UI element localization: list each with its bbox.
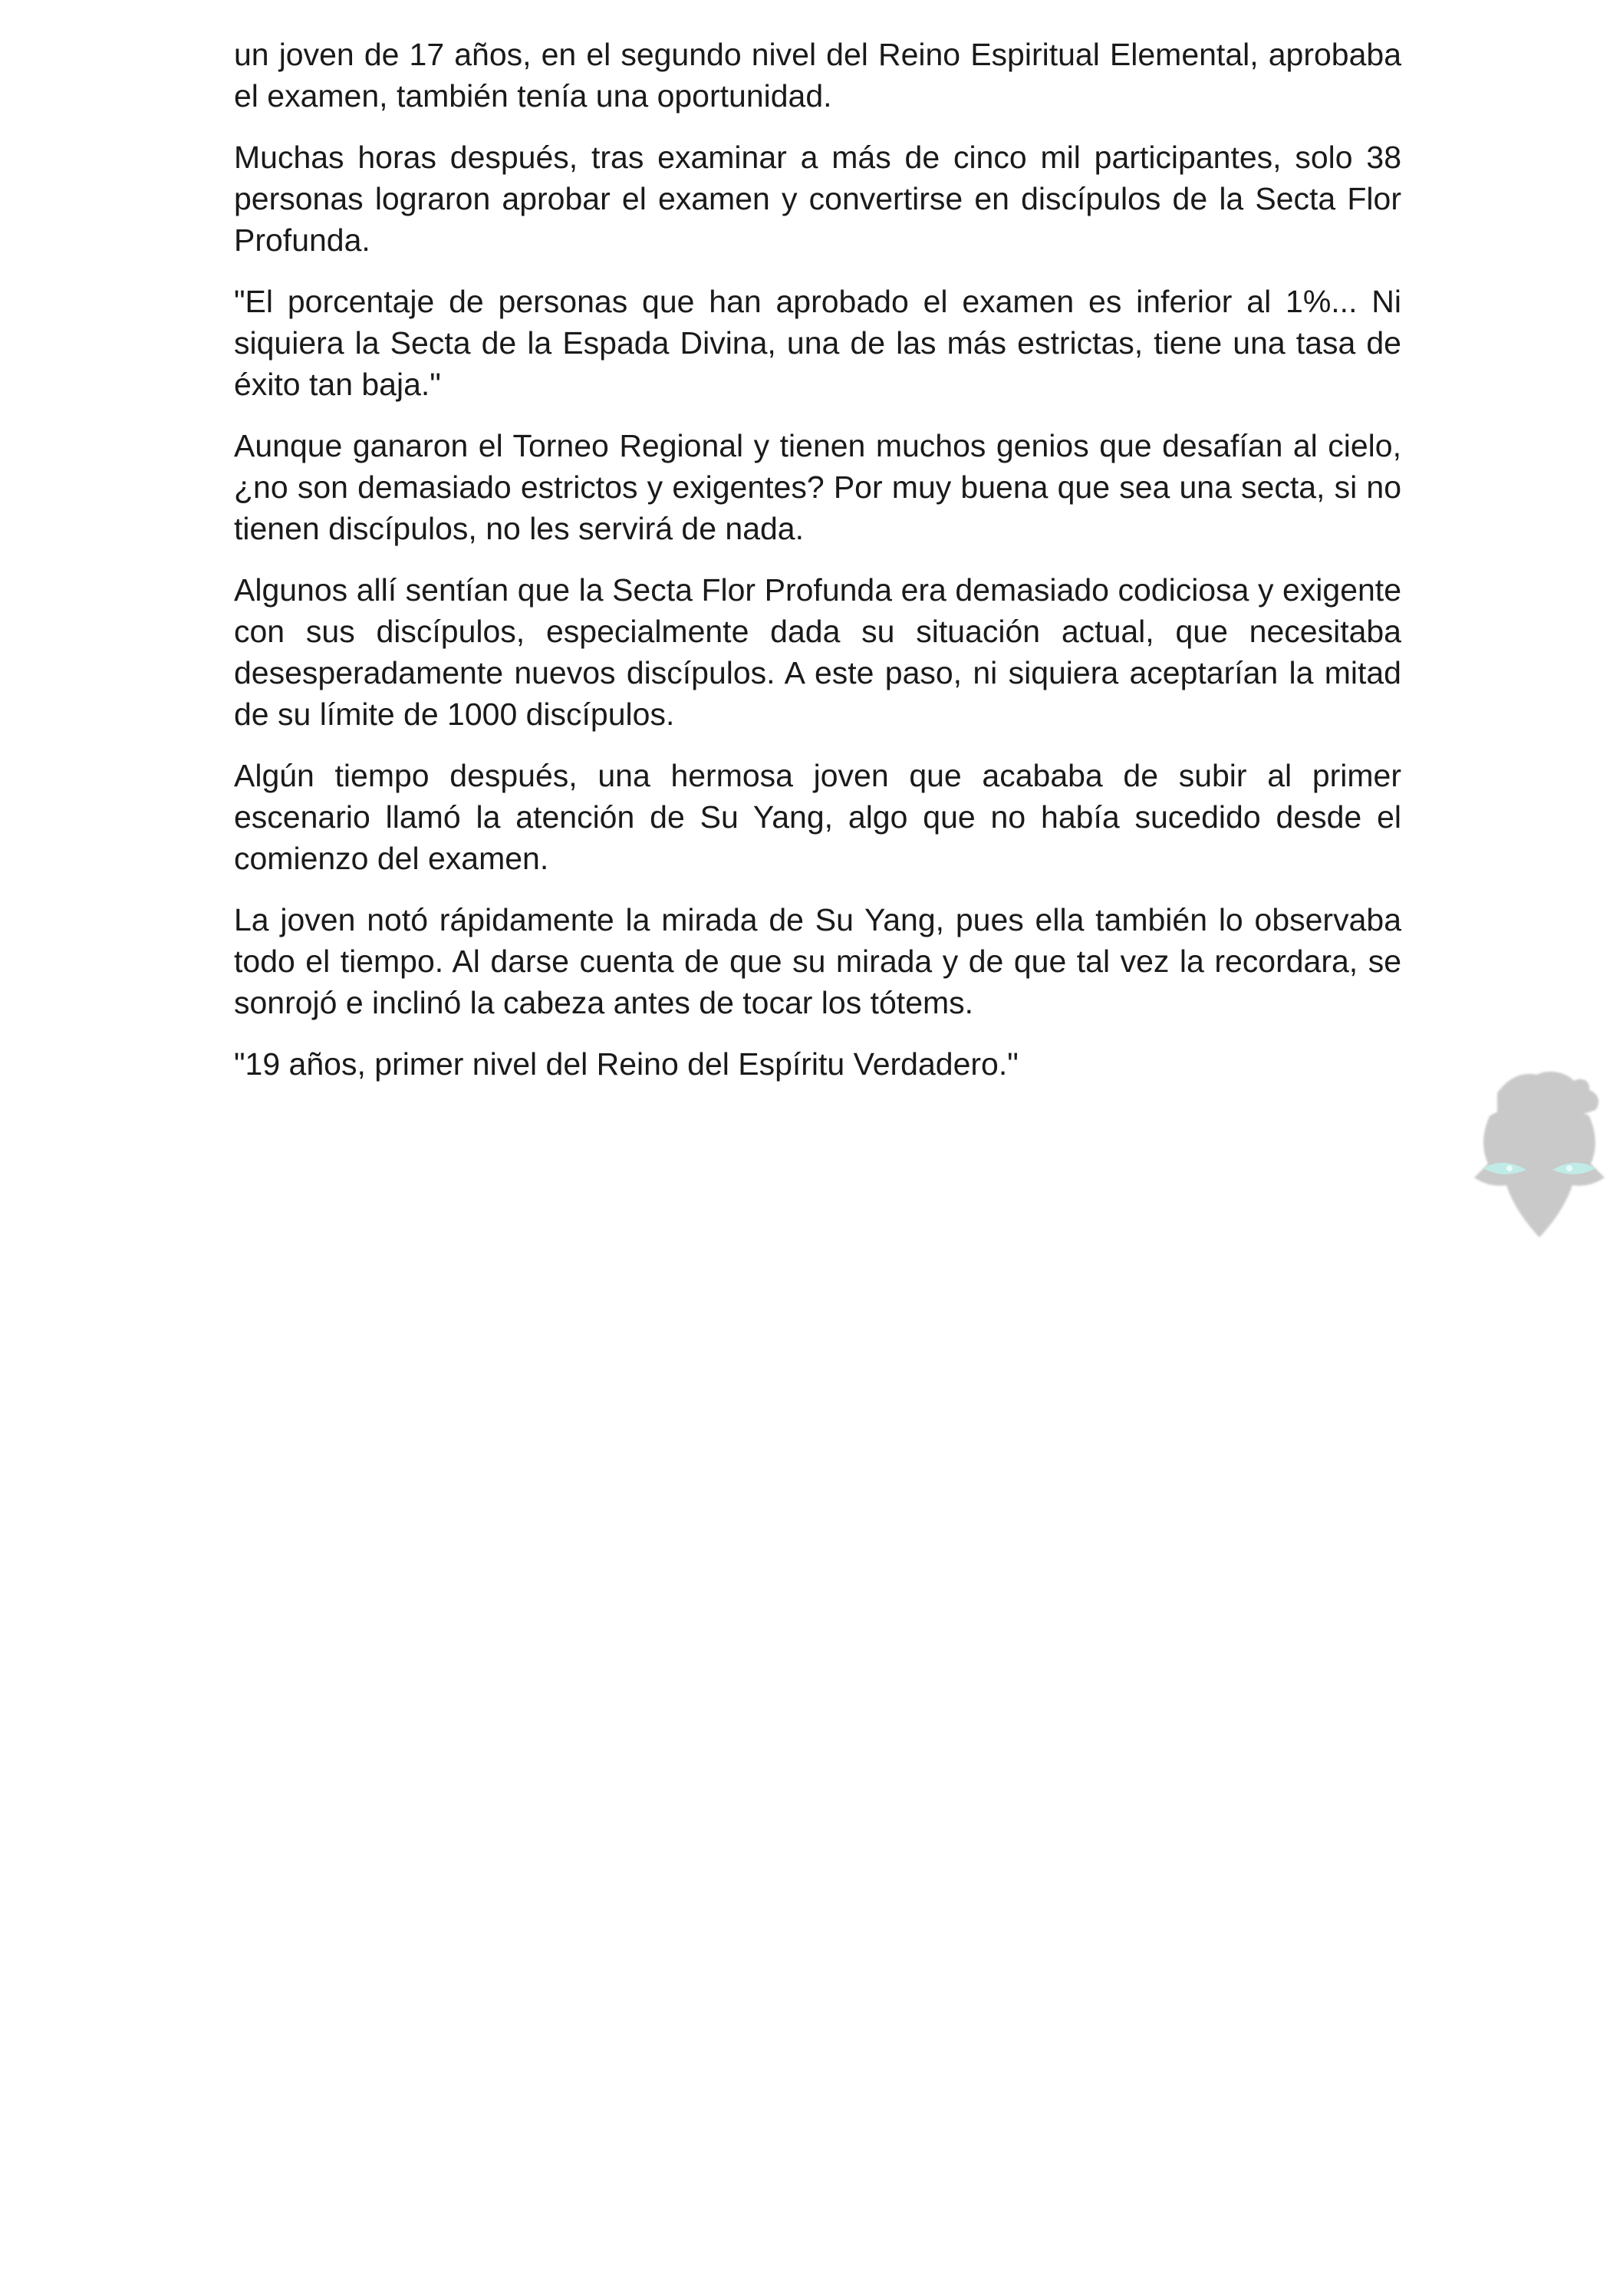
demon-head-logo-icon bbox=[1467, 1070, 1612, 1247]
paragraph: "El porcentaje de personas que han aprobado el examen es inferior al 1%... Ni siquiera la Secta de la Espada Divina, una de las más estrictas, tiene una tasa de éxito tan baja." bbox=[234, 284, 1401, 402]
paragraph: "19 años, primer nivel del Reino del Espíritu Verdadero." bbox=[234, 1046, 1019, 1082]
paragraph: un joven de 17 años, en el segundo nivel del Reino Espiritual Elemental, aprobaba el examen, también tenía una oportunidad. bbox=[234, 37, 1401, 114]
paragraph: Muchas horas después, tras examinar a más de cinco mil participantes, solo 38 personas lograron aprobar el examen y convertirse en discípulos de la Secta Flor Profunda. bbox=[234, 140, 1401, 258]
paragraph: La joven notó rápidamente la mirada de Su Yang, pues ella también lo observaba todo el tiempo. Al darse cuenta de que su mirada y de que tal vez la recordara, se sonrojó e inclinó la cabeza antes de tocar los tótems. bbox=[234, 902, 1401, 1020]
paragraph: Aunque ganaron el Torneo Regional y tienen muchos genios que desafían al cielo, ¿no son demasiado estrictos y exigentes? Por muy buena que sea una secta, si no tienen discípulos, no les servirá de nada. bbox=[234, 428, 1401, 546]
text-body bbox=[234, 34, 1401, 1105]
paragraph: Algún tiempo después, una hermosa joven que acababa de subir al primer escenario llamó la atención de Su Yang, algo que no había sucedido desde el comienzo del examen. bbox=[234, 758, 1401, 876]
demon-left-pupil bbox=[1506, 1165, 1513, 1171]
paragraph: Algunos allí sentían que la Secta Flor Profunda era demasiado codiciosa y exigente con sus discípulos, especialmente dada su situación actual, que necesitaba desesperadamente nuevos discípulos. A este paso, ni siquiera aceptarían la mitad de su límite de 1000 discípulos. bbox=[234, 572, 1401, 732]
demon-right-pupil bbox=[1566, 1165, 1572, 1171]
